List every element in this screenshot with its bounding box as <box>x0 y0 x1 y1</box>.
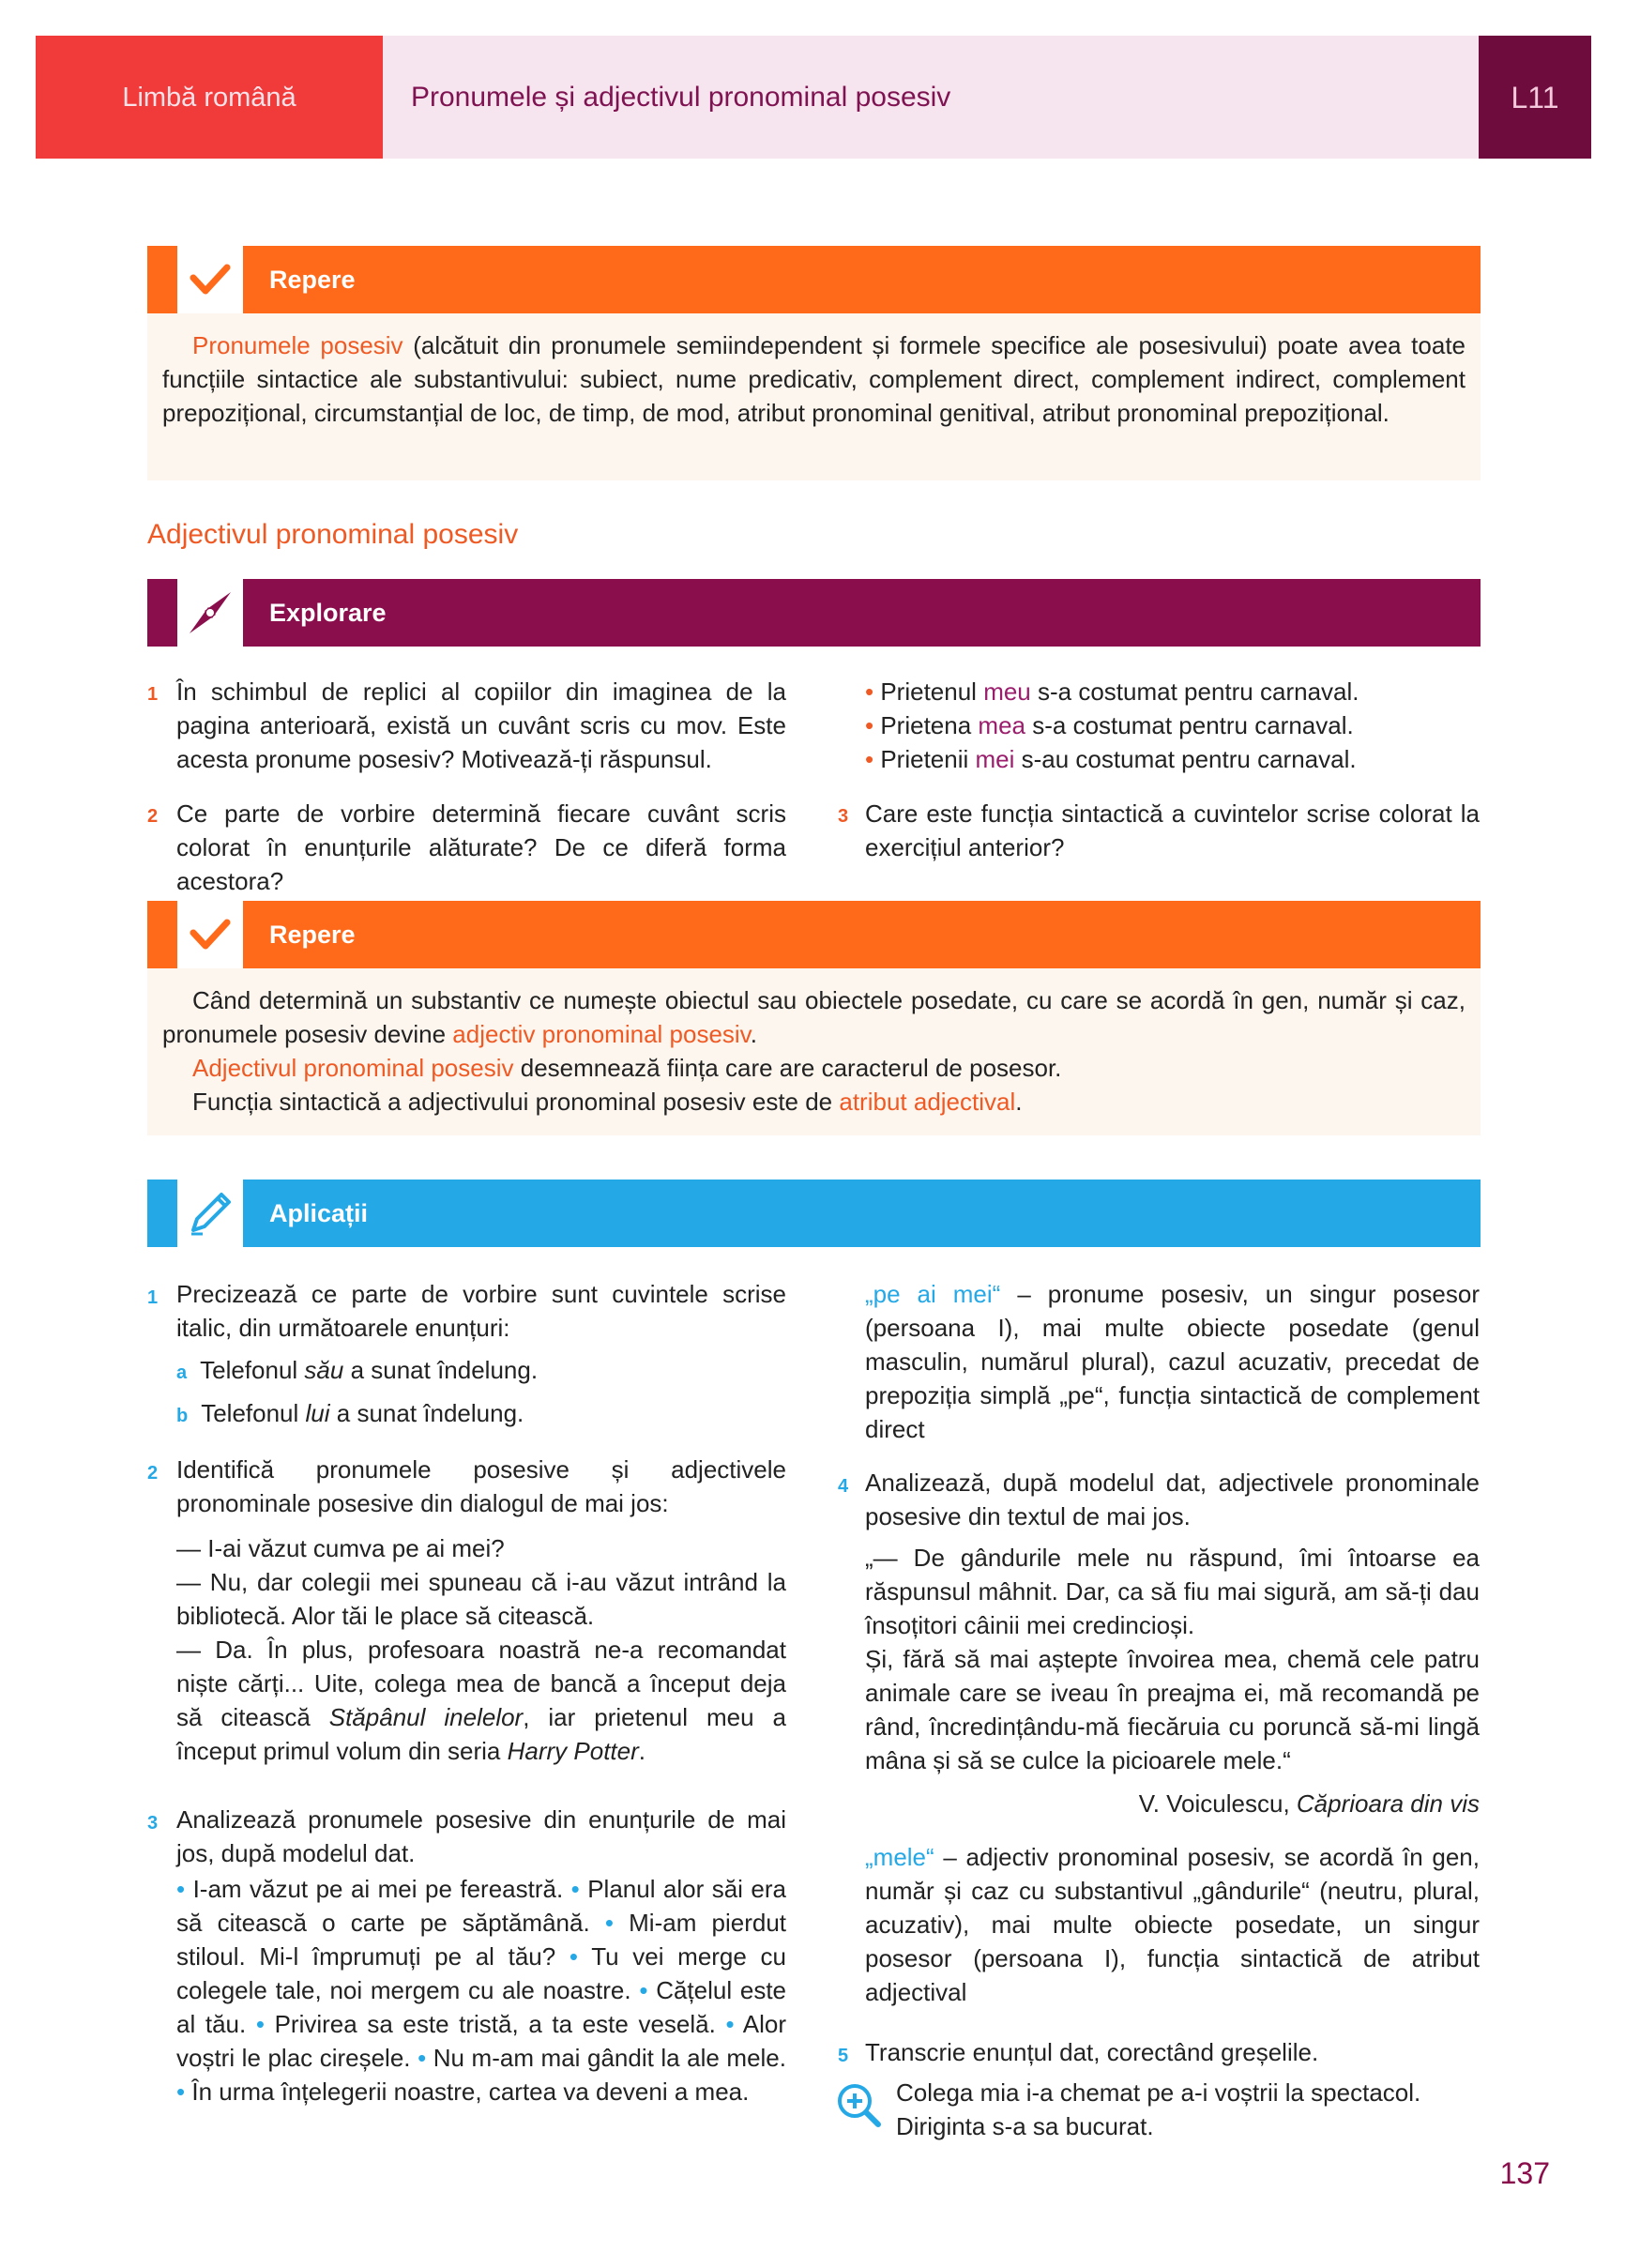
quote-source: V. Voiculescu, Căprioara din vis <box>1138 1789 1480 1818</box>
e1-number: 1 <box>147 1287 159 1308</box>
explorare-label: Explorare <box>243 579 1481 647</box>
checkmark-icon <box>177 246 243 313</box>
page-number: 137 <box>1499 2156 1550 2190</box>
example-list <box>865 675 1484 776</box>
term-pronume-posesiv: Pronumele posesiv <box>192 331 403 359</box>
compass-icon <box>177 579 243 647</box>
e1-item-b: b Telefonul lui a sunat îndelung. <box>176 1399 524 1427</box>
repere-label: Repere <box>243 246 1481 313</box>
q1-text: În schimbul de replici al copiilor din imaginea de la pagina anterioară, există un cuvânt scris cu mov. Este acesta pronume posesiv? Motivează-ți răspunsul. <box>176 677 786 773</box>
q2-number: 2 <box>147 806 159 827</box>
checkmark-icon <box>177 901 243 968</box>
e1-item-a: a Telefonul său a sunat îndelung. <box>176 1356 539 1384</box>
e4-quote: „— De gândurile mele nu răspund, îmi întoarse ea răspunsul mâhnit. Dar, ca să fiu mai sigură, am să-ți dau însoțitori câinii mei credincioși. Și, fără să mai aștepte învoirea mea, chemă cele patru animale care se iveau în preajma ei, mă recomandă pe rând, încredințându-mă fiecăruia cu poruncă să-mi lingă mâna și să se culce la picioarele mele.“ <box>865 1544 1480 1774</box>
repere-text: (alcătuit din pronumele semiindependent și formele specifice ale posesivului) poate avea toate funcțiile sintactice ale substantivului: subiect, nume predicativ, complement direct, complement indirect, complement prepozițional, circumstanțial de loc, de timp, de mod, atribut pronominal genitival, atribut pronominal prepozițional. <box>162 331 1466 427</box>
e5-sentence: Colega mia i-a chemat pe a-i voștrii la spectacol. Diriginta s-a sa bucurat. <box>896 2078 1421 2140</box>
example-item: • Prietena mea s-a costumat pentru carnaval. <box>865 711 1354 739</box>
example-item: • Prietenul meu s-a costumat pentru carnaval. <box>865 677 1359 706</box>
q1-number: 1 <box>147 684 159 705</box>
e2-number: 2 <box>147 1463 159 1484</box>
repere-note-2: Când determină un substantiv ce numește obiectul sau obiectele posedate, cu care se acordă în gen, număr și caz, pronumele posesiv devine adjectiv pronominal posesiv. Adjectivul pronominal posesiv desemnează ființa care are caracterul de posesor. Funcția sintactică a adjectivului pronominal posesiv este de atribut adjectival. <box>147 968 1481 1135</box>
model-2: „mele“ – adjectiv pronominal posesiv, se acordă în gen, număr și caz cu substantivul „gândurile“ (neutru, plural, acuzativ), mai multe obiecte posedate, un singur posesor (persoana I), funcția sintactică de atribut adjectival <box>865 1843 1480 2006</box>
header-title: Pronumele și adjectivul pronominal posesiv <box>383 36 1479 159</box>
magnifier-icon <box>835 2081 884 2139</box>
e2-dialog: — I-ai văzut cumva pe ai mei? — Nu, dar colegii mei spuneau că i-au văzut intrând la bibliotecă. Alor tăi le place să citească. — Da. În plus, profesoara noastră ne-a recomandat niște cărți... Uite, colega mea de bancă a început deja să citească Stăpânul inelelor, iar prietenul meu a început primul volum din seria Harry Potter. <box>176 1534 786 1765</box>
pencil-icon <box>177 1180 243 1247</box>
q3-number: 3 <box>838 806 849 827</box>
e3-number: 3 <box>147 1813 159 1834</box>
q2-text: Ce parte de vorbire determină fiecare cuvânt scris colorat în enunțurile alăturate? De ce diferă forma acestora? <box>176 799 786 895</box>
e4-number: 4 <box>838 1476 849 1497</box>
e1-text: Precizează ce parte de vorbire sunt cuvintele scrise italic, din următoarele enunțuri: <box>176 1280 786 1342</box>
repere-bar <box>147 246 1481 313</box>
e5-number: 5 <box>838 2046 849 2066</box>
e4-text: Analizează, după modelul dat, adjectivele pronominale posesive din textul de mai jos. <box>865 1469 1480 1530</box>
repere-bar-2 <box>147 901 1481 968</box>
section-title: Adjectivul pronominal posesiv <box>147 519 519 550</box>
lesson-code: L11 <box>1479 36 1591 159</box>
example-item: • Prietenii mei s-au costumat pentru carnaval. <box>865 745 1357 773</box>
model-1: „pe ai mei“ – pronume posesiv, un singur posesor (persoana I), mai multe obiecte posedate (genul masculin, numărul plural), cazul acuzativ, precedat de prepoziția simplă „pe“, funcția sintactică de complement direct <box>865 1280 1480 1443</box>
e2-text: Identifică pronumele posesive și adjectivele pronominale posesive din dialogul de mai jos: <box>176 1455 786 1517</box>
e3-text: Analizează pronumele posesive din enunțurile de mai jos, după modelul dat. <box>176 1805 786 1867</box>
header-subject: Limbă română <box>36 36 383 159</box>
aplicatii-label: Aplicații <box>243 1180 1481 1247</box>
e5-text: Transcrie enunțul dat, corectând greșelile. <box>865 2038 1319 2066</box>
q3-text: Care este funcția sintactică a cuvintelor scrise colorat la exercițiul anterior? <box>865 799 1480 861</box>
repere-note <box>147 313 1481 480</box>
e3-sentences: • I-am văzut pe ai mei pe fereastră. • Planul alor săi era să citească o carte pe săptămână. • Mi-am pierdut stiloul. Mi-l împrumuți pe al tău? • Tu vei merge cu colegele tale, noi mergem cu ale noastre. • Cățelul este al tău. • Privirea sa este tristă, a ta este veselă. • Alor voștri le plac cireșele. • Nu m-am mai gândit la ale mele. • În urma înțelegerii noastre, cartea va deveni a mea. <box>176 1875 787 2106</box>
repere-label: Repere <box>243 901 1481 968</box>
explorare-bar <box>147 579 1481 647</box>
aplicatii-bar <box>147 1180 1481 1247</box>
